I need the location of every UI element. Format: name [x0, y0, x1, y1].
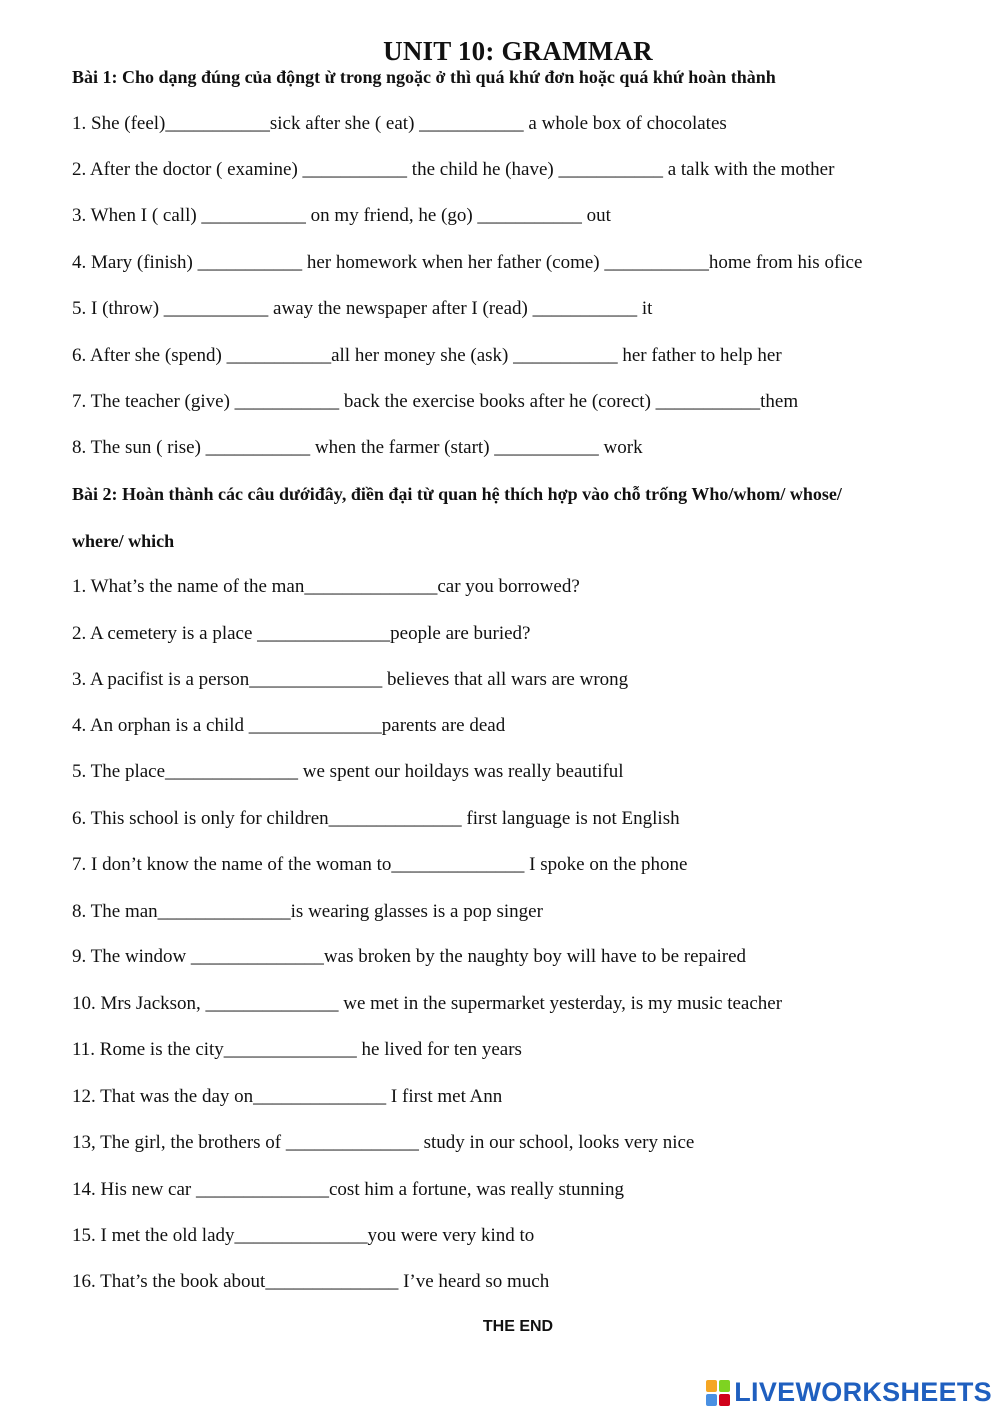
section-2-heading: Bài 2: Hoàn thành các câu dướiđây, điền đại từ quan hệ thích hợp vào chỗ trống Who/whom/ whose/ — [72, 484, 842, 504]
exercise-2-item: 15. I met the old lady______________you were very kind to — [72, 1225, 535, 1246]
exercise-1-item: 3. When I ( call) ___________ on my friend, he (go) ___________ out — [72, 205, 611, 226]
page-title: UNIT 10: GRAMMAR — [383, 36, 653, 66]
exercise-1-item: 2. After the doctor ( examine) ___________ the child he (have) ___________ a talk with the mother — [72, 159, 835, 180]
exercise-2-item: 12. That was the day on______________ I first met Ann — [72, 1086, 503, 1107]
exercise-1-item: 7. The teacher (give) ___________ back the exercise books after he (corect) ___________them — [72, 391, 799, 412]
exercise-2-item: 11. Rome is the city______________ he lived for ten years — [72, 1039, 522, 1060]
exercise-2-item: 10. Mrs Jackson, ______________ we met in the supermarket yesterday, is my music teacher — [72, 993, 783, 1014]
exercise-2-item: 6. This school is only for children______________ first language is not English — [72, 808, 680, 829]
exercise-1-item: 4. Mary (finish) ___________ her homework when her father (come) ___________home from his ofice — [72, 252, 863, 273]
exercise-2-item: 13, The girl, the brothers of ______________ study in our school, looks very nice — [72, 1132, 695, 1153]
exercise-2-item: 1. What’s the name of the man______________car you borrowed? — [72, 576, 580, 597]
section-2-heading-continued: where/ which — [72, 531, 175, 551]
exercise-1-item: 6. After she (spend) ___________all her money she (ask) ___________ her father to help her — [72, 345, 782, 366]
exercise-2-item: 8. The man______________is wearing glasses is a pop singer — [72, 901, 543, 922]
exercise-2-item: 4. An orphan is a child ______________parents are dead — [72, 715, 506, 736]
exercise-2-item: 5. The place______________ we spent our hoildays was really beautiful — [72, 761, 624, 782]
liveworksheets-brand — [706, 1377, 992, 1408]
exercise-1-item: 8. The sun ( rise) ___________ when the farmer (start) ___________ work — [72, 437, 643, 458]
exercise-2-item: 16. That’s the book about______________ I’ve heard so much — [72, 1271, 550, 1292]
exercise-1-item: 5. I (throw) ___________ away the newspaper after I (read) ___________ it — [72, 298, 653, 319]
liveworksheets-logo-icon — [706, 1380, 730, 1406]
the-end-footer: THE END — [482, 1318, 554, 1335]
exercise-2-item: 3. A pacifist is a person______________ believes that all wars are wrong — [72, 669, 629, 690]
liveworksheets-wordmark: LIVEWORKSHEETS — [734, 1377, 992, 1407]
exercise-2-item: 9. The window ______________was broken by the naughty boy will have to be repaired — [72, 946, 747, 967]
exercise-2-item: 14. His new car ______________cost him a fortune, was really stunning — [72, 1179, 624, 1200]
exercise-2-item: 2. A cemetery is a place ______________people are buried? — [72, 623, 531, 644]
section-1-heading: Bài 1: Cho dạng đúng của độngt ừ trong ngoặc ở thì quá khứ đơn hoặc quá khứ hoàn thành — [72, 67, 776, 87]
exercise-2-item: 7. I don’t know the name of the woman to______________ I spoke on the phone — [72, 854, 688, 875]
exercise-1-item: 1. She (feel)___________sick after she ( eat) ___________ a whole box of chocolates — [72, 113, 727, 134]
